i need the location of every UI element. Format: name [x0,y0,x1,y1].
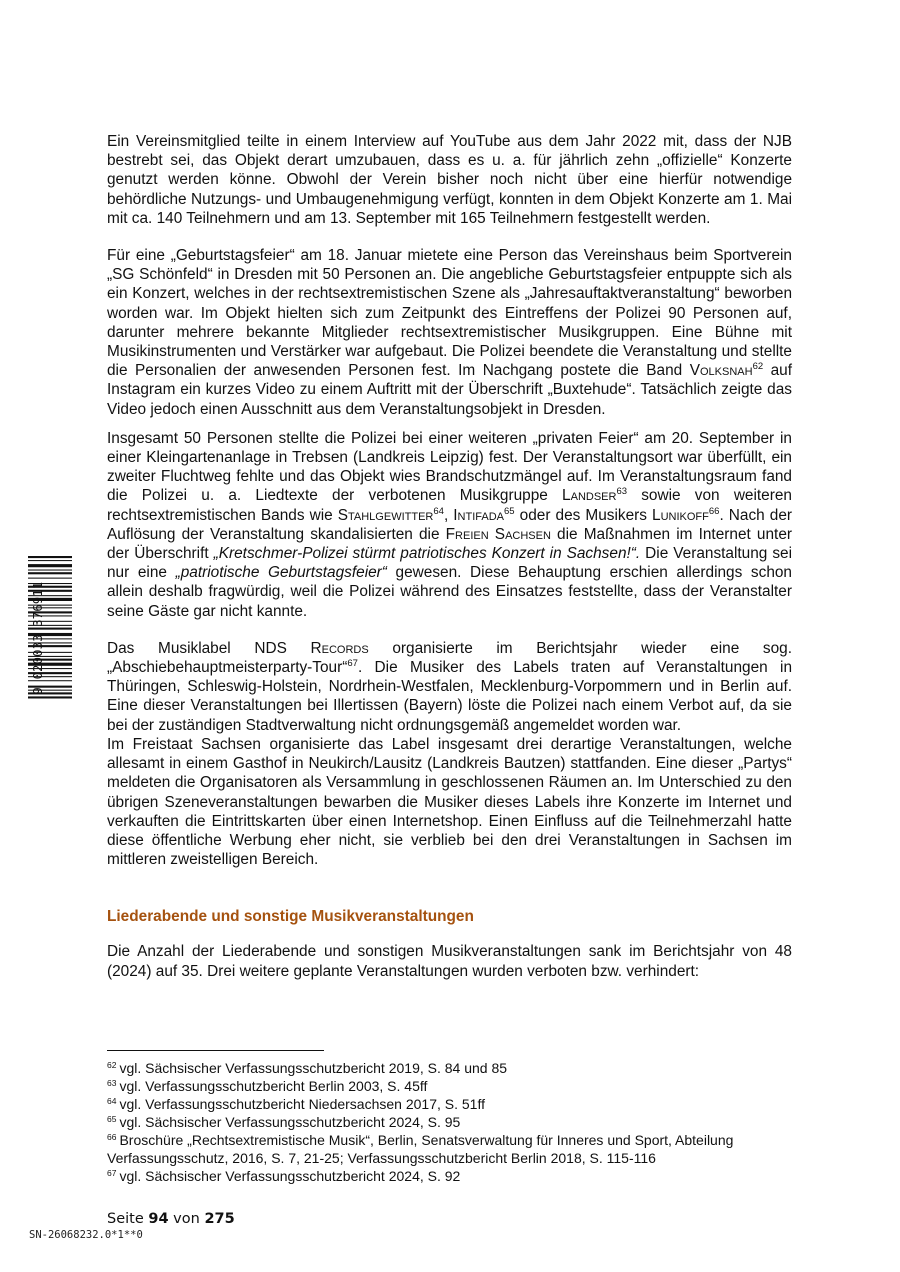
footnote-ref: 63 [616,486,628,498]
footnote: $^{65}$ vgl. Sächsischer Verfassungsschutzbericht 2024, S. 95 [107,1114,461,1130]
paragraph: Insgesamt 50 Personen stellte die Polizei bei einer weiteren „privaten Feier“ am 20. September in einer Kleingartenanlage in Trebsen (Landkreis Leipzig) fest. Der Veranstaltungsort war überfüllt, ein zweiter Fluchtweg fehlte und das Objekt wies Brandschutzmängel auf. Im Veranstaltungsraum fand die Polizei u. a. Liedtexte der verbotenen Musikgruppe Landser$^{63}$ sowie von weiteren rechtsextremistischen Bands wie Stahlgewitter$^{64}$, Intifada$^{65}$ oder des Musikers Lunikoff$^{66}$. Nach der Auflösung der Veranstaltung skandalisierten die Freien Sachsen die Maßnahmen im Internet unter der Überschrift „Kretschmer-Polizei stürmt patriotisches Konzert in Sachsen!“. Die Veranstaltung sei nur eine „patriotische Geburtstagsfeier“ gewesen. Diese Behauptung erschien allerdings schon allein deshalb fragwürdig, weil die Polizei während des Einsatzes feststellte, dass der Veranstalter seine Gäste gar nicht kannte. [107,429,792,620]
footnote-ref: 67 [347,658,358,670]
footnotes [107,1059,807,1185]
footnote: $^{63}$ vgl. Verfassungsschutzbericht Berlin 2003, S. 45ff [107,1078,428,1094]
footnote: $^{62}$ vgl. Sächsischer Verfassungsschutzbericht 2019, S. 84 und 85 [107,1060,508,1076]
paragraph: Die Anzahl der Liederabende und sonstigen Musikveranstaltungen sank im Berichtsjahr von 48 (2024) auf 35. Drei weitere geplante Veranstaltungen wurden verboten bzw. verhindert: [107,943,792,980]
paragraph: Im Freistaat Sachsen organisierte das Label insgesamt drei derartige Veranstaltungen, welche allesamt in einem Gasthof in Neukirch/Lausitz (Landkreis Bautzen) stattfanden. Eine dieser „Partys“ meldeten die Organisatoren als Versammlung in geschlossenen Räumen an. Im Unterschied zu den übrigen Szeneveranstaltungen bewarben die Musiker dieses Labels ihre Konzerte im Internet und verkauften die Eintrittskarten über einen Internetshop. Einen Einfluss auf die Teilnehmerzahl hatte diese öffentliche Werbung eher nicht, sie verblieb bei den drei Veranstaltungen in Sachsen im mittleren zweistelligen Bereich. [107,735,792,869]
paragraph: Für eine „Geburtstagsfeier“ am 18. Januar mietete eine Person das Vereinshaus beim Sportverein „SG Schönfeld“ in Dresden mit 50 Personen an. Die angebliche Geburtstagsfeier entpuppte sich als ein Konzert, welches in der rechtsextremistischen Szene als „Jahresauftaktveranstaltung“ beworben worden war. Im Objekt hielten sich zum Zeitpunkt des Eintreffens der Polizei 90 Personen auf, darunter mehrere bekannte Mitglieder rechtsextremistischer Musikgruppen. Eine Bühne mit Musikinstrumenten und Verstärker war aufgebaut. Die Polizei beendete die Veranstaltung und stellte die Personalien der anwesenden Personen fest. Im Nachgang postete die Band Volksnah$^{62}$ auf Instagram ein kurzes Video zu einem Auftritt mit der Überschrift „Buxtehude“. Tatsächlich zeigte das Video jedoch einen Ausschnitt aus dem Veranstaltungsobjekt in Dresden. [107,247,793,418]
org-name: Freien Sachsen [445,525,551,543]
band-name: Stahlgewitter [337,506,434,524]
footnote-ref: 62 [752,361,764,373]
footnote: $^{66}$ Broschüre „Rechtsextremistische Musik“, Berlin, Senatsverwaltung für Inneres und Sport, Abteilung Verfassungsschutz, 2016, S. 7, 21-25; Verfassungsschutzbericht Berlin 2018, S. 115-116 [107,1132,734,1166]
footnote: $^{67}$ vgl. Sächsischer Verfassungsschutzbericht 2024, S. 92 [107,1168,461,1184]
quote: „patriotische Geburtstagsfeier“ [175,564,387,582]
quote: „Kretschmer-Polizei stürmt patriotisches Konzert in Sachsen!“. [213,545,641,563]
label-name: Records [310,639,369,657]
page-number: Seite 94 von 275 [107,1211,235,1227]
document-stamp: SN-26068232.0*1**0 [29,1229,143,1241]
band-name: Landser [562,487,617,505]
section-heading: Liederabende und sonstige Musikveranstaltungen [107,908,474,926]
document-body [107,132,792,981]
footnote: $^{64}$ vgl. Verfassungsschutzbericht Niedersachsen 2017, S. 51ff [107,1096,485,1112]
footnote-ref: 65 [504,505,515,517]
band-name: Intifada [453,506,505,524]
barcode-digits: 9 020033 376911 [31,581,45,695]
paragraph: Ein Vereinsmitglied teilte in einem Interview auf YouTube aus dem Jahr 2022 mit, dass der NJB bestrebt sei, das Objekt derart umzubauen, dass es u. a. für jährlich zehn „offizielle“ Konzerte genutzt werden könne. Obwohl der Verein bisher noch nicht über eine hierfür notwendige behördliche Nutzungs- und Umbaugenehmigung verfügt, konnten in dem Objekt Konzerte am 1. Mai mit ca. 140 Teilnehmern und am 13. September mit 165 Teilnehmern festgestellt werden. [107,133,792,227]
band-name: Volksnah [689,362,753,380]
footnote-separator [107,1050,324,1051]
footnote-ref: 64 [433,505,444,517]
band-name: Lunikoff [652,506,709,524]
footnote-ref: 66 [708,505,720,517]
paragraph: Das Musiklabel NDS Records organisierte im Berichtsjahr wieder eine sog. „Abschiebehauptmeisterparty-Tour“$^{67}$. Die Musiker des Labels traten auf Veranstaltungen in Thüringen, Schleswig-Holstein, Nordrhein-Westfalen, Mecklenburg-Vorpommern und in Berlin auf. Eine dieser Veranstaltungen bei Illertissen (Bayern) löste die Polizei nach einem Verbot auf, da sie bei der zuständigen Stadtverwaltung nicht ordnungsgemäß angemeldet worden war. [107,639,792,734]
